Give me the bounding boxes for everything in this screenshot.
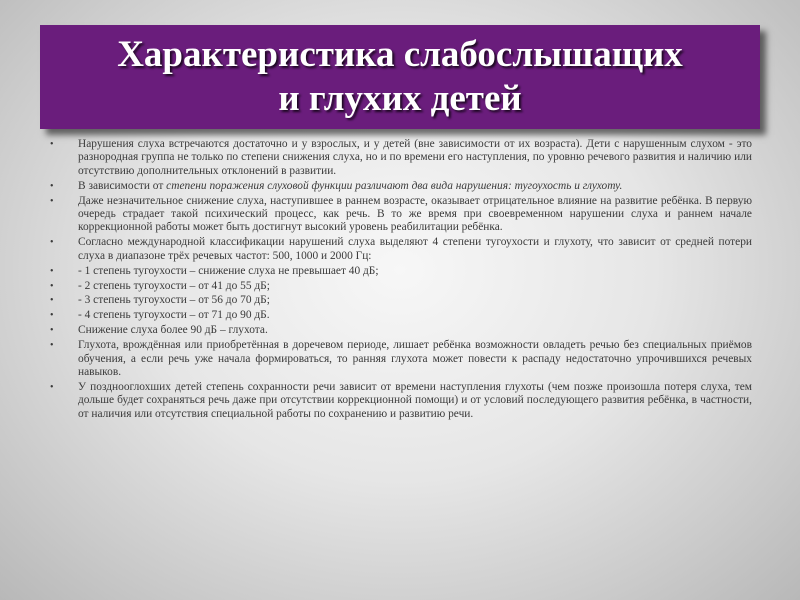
paragraph-text: - 3 степень тугоухости – от 56 до 70 дБ; xyxy=(78,294,270,307)
paragraph-text: Согласно международной классификации нарушений слуха выделяют 4 степени тугоухости и глухоту, что зависит от средней потери слуха в диапазоне трёх речевых частот: 500, 1000 и 2000 Гц: xyxy=(78,236,752,262)
bullet-icon: • xyxy=(50,139,54,150)
bullet-paragraph xyxy=(50,309,752,322)
paragraph-text: У позднооглохших детей степень сохранности речи зависит от времени наступления глухоты (чем позже произошла потеря слуха, тем дольше будет сохраняться речь даже при отсутствии коррекционной помощи) и от условий последующего развития ребёнка, в частности, от наличия или отсутствия специальной работы по сохранению и развитию речи. xyxy=(78,380,752,420)
paragraph-text: - 1 степень тугоухости – снижение слуха не превышает 40 дБ; xyxy=(78,264,379,277)
bullet-icon: • xyxy=(50,195,54,207)
paragraph-text: Глухота, врождённая или приобретённая в доречевом периоде, лишает ребёнка возможности овладеть речью без специальных приёмов обучения, а если речь уже начала формироваться, то ранняя глухота может повести к распаду недостаточно упрочившихся речевых навыков. xyxy=(78,339,752,378)
bullet-icon: • xyxy=(50,340,54,352)
slide-title-line-1: Характеристика слабослышащих xyxy=(117,34,683,75)
bullet-icon: • xyxy=(50,237,54,249)
bullet-paragraph xyxy=(50,339,752,379)
bullet-paragraph xyxy=(50,280,752,293)
paragraph-text: Нарушения слуха встречаются достаточно и у взрослых, и у детей (вне зависимости от их возраста). Дети с нарушенным слухом - это разнородная группа не только по степени снижения слуха, но и по времени его наступления, по уровню речевого развития и наличию или отсутствию дополнительных отклонений в развитии. xyxy=(78,138,752,177)
paragraph-text: В зависимости от xyxy=(78,179,167,192)
bullet-icon: • xyxy=(50,295,54,307)
bullet-paragraph xyxy=(50,138,752,178)
bullet-paragraph xyxy=(50,236,752,263)
bullet-icon: • xyxy=(50,280,54,292)
paragraph-text: Даже незначительное снижение слуха, наступившее в раннем возрасте, оказывает отрицательное влияние на развитие ребёнка. В первую очередь страдает такой психический процесс, как речь. В то же время при своевременном нарушении слуха и раннем начале коррекционной работы может быть достигнут высокий уровень реабилитации ребёнка. xyxy=(78,194,752,234)
paragraph-text: - 2 степень тугоухости – от 41 до 55 дБ; xyxy=(78,279,270,292)
bullet-paragraph xyxy=(50,265,752,278)
bullet-paragraph xyxy=(50,294,752,307)
bullet-paragraph xyxy=(50,180,752,193)
bullet-icon: • xyxy=(50,325,54,337)
bullet-paragraph xyxy=(50,324,752,337)
slide-title-line-2: и глухих детей xyxy=(278,78,522,119)
paragraph-text: Снижение слуха более 90 дБ – глухота. xyxy=(78,324,268,337)
bullet-list xyxy=(50,138,752,423)
bullet-icon: • xyxy=(50,381,54,393)
bullet-icon: • xyxy=(50,310,54,322)
paragraph-text: - 4 степень тугоухости – от 71 до 90 дБ. xyxy=(78,309,270,322)
bullet-icon: • xyxy=(50,265,54,277)
bullet-paragraph xyxy=(50,381,752,421)
paragraph-italic-text: степени поражения слуховой функции различают два вида нарушения: тугоухость и глухоту. xyxy=(166,179,623,192)
bullet-paragraph xyxy=(50,195,752,235)
slide-title-box xyxy=(40,25,760,129)
bullet-icon: • xyxy=(50,180,54,192)
